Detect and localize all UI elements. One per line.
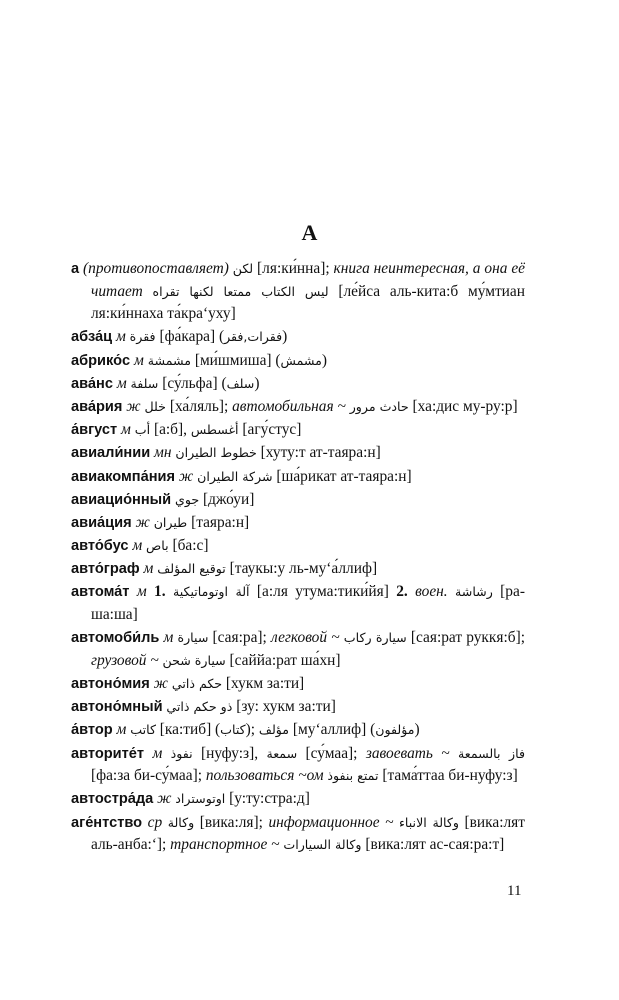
dictionary-entry	[71, 442, 525, 465]
dictionary-entry	[71, 627, 525, 672]
grammar-note: м	[136, 583, 147, 601]
headword: автомоби́ль	[71, 630, 160, 647]
arabic-text: آلة اوتوماتيكية	[172, 584, 250, 600]
headword: автостра́да	[71, 791, 154, 808]
arabic-text: فقرة	[129, 329, 156, 345]
arabic-text: أب	[134, 422, 151, 438]
sense-number: 1.	[154, 583, 166, 601]
grammar-note: информационное ~	[268, 813, 394, 831]
entry-text: [ми́шмиша] (	[190, 351, 281, 369]
headword: ава́нс	[71, 375, 113, 392]
sense-number: 2.	[396, 583, 408, 601]
arabic-text: سيارة	[177, 630, 209, 646]
entry-text: [ха́ляль];	[165, 397, 233, 415]
arabic-text: أغسطس	[190, 422, 239, 438]
grammar-note: м	[121, 421, 131, 439]
entry-text	[143, 283, 153, 300]
headword: авиацио́нный	[71, 491, 172, 508]
arabic-text: وكالة	[167, 814, 195, 830]
arabic-text: مؤلفون	[375, 722, 415, 738]
arabic-text: طيران	[153, 514, 188, 530]
entry-text: [ра-ша:ша]	[91, 583, 525, 624]
entry-text: [хукм за:ти]	[222, 675, 305, 692]
headword: автома́т	[71, 584, 130, 601]
entry-list	[71, 258, 525, 857]
entry-text	[448, 583, 455, 600]
grammar-note: мн	[154, 444, 172, 462]
dictionary-entry	[71, 812, 525, 857]
entry-text: [нуфу:з],	[192, 744, 267, 762]
headword: абза́ц	[71, 329, 113, 346]
dictionary-entry	[71, 489, 525, 512]
arabic-text: اوتوستراد	[175, 791, 226, 807]
section-letter-heading: А	[301, 220, 318, 245]
grammar-note: (противопоставляет)	[83, 260, 229, 277]
dictionary-entry	[71, 581, 525, 626]
arabic-text: وكالة الانباء	[399, 814, 459, 830]
dictionary-entry	[71, 466, 525, 489]
arabic-text: حادث مرور	[349, 398, 409, 414]
arabic-text: توقيع المؤلف	[157, 561, 226, 577]
entry-text: [тама́ттаа би-нуфу:з]	[378, 767, 518, 785]
grammar-note: ж	[178, 467, 194, 485]
arabic-text: سمعة	[266, 745, 298, 761]
entry-text	[147, 583, 154, 600]
entry-text: [а:б],	[150, 421, 191, 439]
dictionary-entry	[71, 535, 525, 558]
grammar-note: м	[152, 744, 163, 762]
dictionary-entry	[71, 258, 525, 326]
arabic-text: سلفة	[130, 375, 159, 391]
entry-text: [вика:ля];	[194, 813, 269, 831]
headword: авиакомпа́ния	[71, 468, 176, 485]
entry-text: )	[254, 374, 260, 392]
entry-text: [су́маа];	[297, 744, 366, 762]
headword: автоно́мия	[71, 676, 150, 692]
arabic-text: كتاب	[220, 722, 246, 738]
headword: а	[71, 261, 80, 277]
arabic-text: سيارة شحن	[162, 652, 226, 668]
arabic-text: شركة الطيران	[197, 468, 273, 484]
dictionary-entry	[71, 673, 525, 696]
grammar-note: м	[143, 560, 154, 578]
headword: абрико́с	[71, 352, 131, 369]
entry-text: )	[321, 351, 327, 369]
entry-text: [ля:ки́нна];	[253, 260, 334, 277]
grammar-note: завоевать ~	[365, 744, 450, 762]
arabic-text: وكالة السيارات	[283, 837, 362, 853]
headword: автоно́мный	[71, 699, 163, 716]
grammar-note: ж	[157, 790, 172, 808]
grammar-note: грузовой ~	[91, 651, 159, 669]
headword: авиа́ция	[71, 514, 132, 531]
entry-text: [таяра:н]	[187, 513, 250, 531]
entry-text: [фа́кара] (	[155, 328, 225, 346]
headword: авторите́т	[71, 745, 145, 762]
arabic-text: رشاشة	[455, 584, 493, 600]
grammar-note: пользоваться ~ом	[205, 767, 324, 785]
grammar-note: ж	[135, 513, 150, 531]
dictionary-entry	[71, 743, 525, 788]
dictionary-entry	[71, 419, 525, 442]
grammar-note: м	[163, 629, 174, 647]
dictionary-entry	[71, 696, 525, 719]
grammar-note: ж	[126, 397, 141, 415]
headword: ава́рия	[71, 398, 123, 415]
entry-text	[450, 745, 458, 762]
arabic-text: ليس الكتاب ممتعا لكنها تقراه	[152, 283, 329, 299]
grammar-note: легковой ~	[270, 629, 340, 647]
arabic-text: خلل	[144, 398, 166, 414]
grammar-note: книга неинтересная, а она её читает	[91, 260, 525, 300]
dictionary-entry	[71, 719, 525, 742]
arabic-text: نفوذ	[170, 745, 193, 761]
grammar-note: м	[116, 721, 127, 739]
entry-text: [зу: хукм за:ти]	[232, 698, 336, 716]
dictionary-entry	[71, 788, 525, 811]
headword: авиали́нии	[71, 445, 151, 462]
grammar-note: ср	[147, 813, 163, 831]
entry-text: [агу́стус]	[238, 421, 302, 439]
entry-text: [ба:с]	[168, 537, 209, 555]
grammar-note: м	[132, 537, 143, 555]
arabic-text: تمتع بنفوذ	[327, 768, 379, 784]
entry-text: [а:ля утума:тики́йя]	[249, 583, 397, 601]
entry-text: [таукы:у ль-му‘а́ллиф]	[225, 560, 378, 578]
grammar-note: транспортное ~	[170, 836, 280, 854]
headword: аге́нтство	[71, 814, 143, 831]
entry-text: );	[245, 721, 259, 739]
arabic-text: سلف	[226, 375, 255, 391]
dictionary-entry	[71, 373, 525, 396]
grammar-note: м	[134, 351, 144, 369]
entry-text: [ша́рикат ат-таяра:н]	[272, 467, 412, 485]
entry-text: [хуту:т ат-таяра:н]	[256, 444, 381, 462]
grammar-note: м	[115, 328, 126, 346]
entry-text: )	[282, 328, 288, 346]
headword: авто́граф	[71, 561, 140, 578]
arabic-text: جوي	[174, 491, 200, 507]
entry-text	[129, 583, 136, 600]
headword: а́вгуст	[71, 422, 118, 439]
dictionary-entry	[71, 512, 525, 535]
grammar-note: ж	[153, 675, 168, 692]
arabic-text: سيارة ركاب	[343, 630, 407, 646]
arabic-text: فاز بالسمعة	[458, 745, 525, 761]
entry-text	[166, 583, 173, 600]
grammar-note: воен.	[415, 583, 448, 601]
dictionary-entry	[71, 558, 525, 581]
arabic-text: حكم ذاتي	[171, 676, 223, 691]
page-number: 11	[507, 883, 522, 899]
headword: авто́бус	[71, 538, 129, 555]
entry-text: [су́льфа] (	[158, 374, 227, 392]
entry-text: [саййа:рат ша́хн]	[225, 651, 341, 669]
entry-text: [ка:тиб] (	[155, 721, 221, 739]
arabic-text: ذو حكم ذاتي	[166, 699, 233, 715]
entry-text: [ле́йса аль-кита:б му́мтиан ля:ки́ннаха та́кра‘уху]	[91, 282, 525, 323]
arabic-text: مشمش	[280, 352, 322, 368]
entry-text	[162, 745, 170, 762]
arabic-text: مشمشة	[147, 352, 191, 368]
headword: а́втор	[71, 722, 113, 739]
arabic-text: فقرات,فقر	[224, 329, 283, 345]
entry-text: [вика:лят ас-сая:ра:т]	[361, 836, 505, 854]
arabic-text: مؤلف	[258, 722, 290, 738]
entry-text: [вика:лят аль-анба:‘];	[91, 813, 525, 854]
entry-text: [джо́уи]	[199, 490, 255, 508]
entry-text: [сая:рат руккя:б];	[406, 629, 525, 647]
arabic-text: كاتب	[130, 722, 156, 738]
grammar-note: автомобильная ~	[232, 397, 346, 415]
dictionary-entry	[71, 326, 525, 349]
arabic-text: باص	[146, 538, 169, 554]
arabic-text: لكن	[232, 261, 254, 276]
entry-text: [у:ту:стра:д]	[225, 790, 310, 808]
grammar-note: м	[116, 374, 127, 392]
dictionary-entry	[71, 350, 525, 373]
entry-text: )	[414, 721, 420, 739]
arabic-text: خطوط الطيران	[175, 445, 257, 461]
dictionary-entry	[71, 396, 525, 419]
entry-text: [фа:за би-су́маа];	[91, 767, 206, 785]
entry-text: [ха:дис му-ру:р]	[408, 397, 518, 415]
entry-text: [сая:ра];	[208, 629, 271, 647]
entry-text: [му‘аллиф] (	[289, 721, 376, 739]
